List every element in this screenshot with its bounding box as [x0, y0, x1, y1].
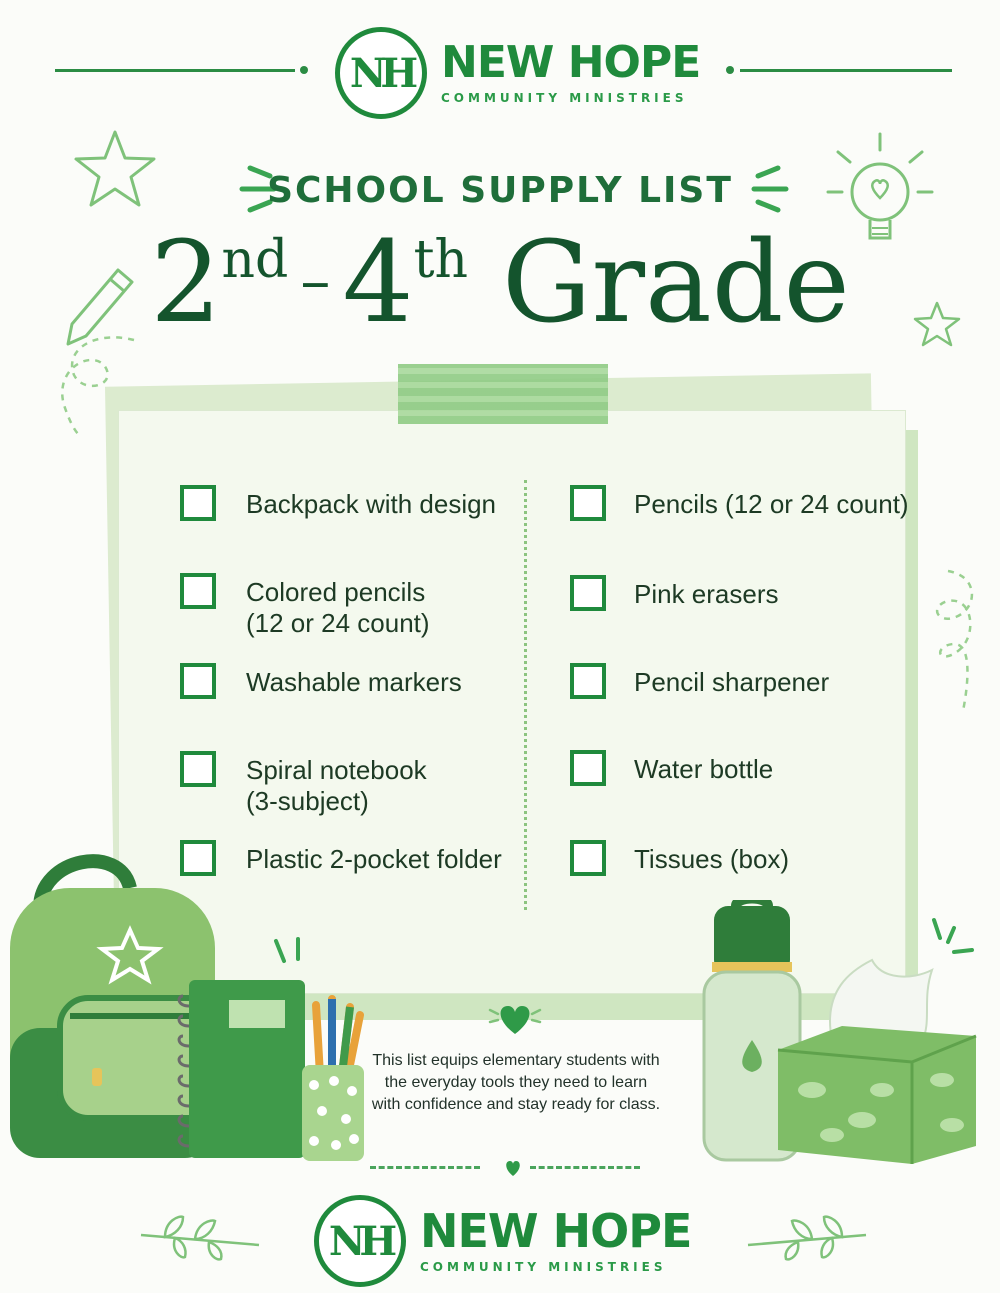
column-divider [524, 480, 527, 910]
sparkle-lines-right [924, 912, 984, 972]
grade-to-number: 4 [342, 218, 414, 348]
checklist-item-label: Pencils (12 or 24 count) [634, 489, 909, 519]
heart-icon [486, 998, 544, 1040]
checkbox[interactable] [180, 485, 216, 521]
checklist-item-label: Spiral notebook (3-subject) [246, 755, 427, 816]
logo-name: NEW HOPE [420, 1204, 692, 1258]
logo-name: NEW HOPE [441, 37, 701, 88]
leaf-sprig-icon [742, 1205, 872, 1265]
checklist-item[interactable] [570, 750, 773, 786]
checklist-item[interactable] [180, 751, 427, 817]
checklist-item[interactable] [570, 485, 909, 521]
sparkle-lines-left [268, 935, 322, 975]
checkbox[interactable] [180, 663, 216, 699]
tissue-box-illustration [772, 950, 982, 1168]
washi-tape [398, 364, 608, 424]
checklist-item[interactable] [180, 663, 462, 699]
grade-from-suffix: nd [221, 230, 289, 290]
logo-monogram: NH [349, 49, 413, 97]
small-heart-icon [502, 1158, 524, 1178]
checklist-item-label: Water bottle [634, 754, 774, 784]
checklist-item[interactable] [570, 840, 789, 876]
checkbox[interactable] [570, 663, 606, 699]
footer-logo [314, 1195, 691, 1287]
leaf-sprig-icon [135, 1205, 265, 1265]
checklist-item-label: Plastic 2-pocket folder [246, 844, 502, 874]
checklist-item[interactable] [570, 575, 779, 611]
logo-subtitle: COMMUNITY MINISTRIES [420, 1260, 667, 1274]
checklist-item-label: Pink erasers [634, 579, 779, 609]
header-rule-left [55, 69, 295, 72]
checklist-item-label: Colored pencils (12 or 24 count) [246, 577, 430, 638]
pencil-cup-illustration [296, 995, 371, 1165]
checklist-item[interactable] [180, 573, 430, 639]
checkbox[interactable] [570, 575, 606, 611]
notebook-illustration [175, 970, 310, 1170]
grade-from-number: 2 [150, 218, 222, 348]
checkbox[interactable] [570, 485, 606, 521]
checkbox[interactable] [570, 840, 606, 876]
grade-word: Grade [501, 218, 850, 348]
footer-dashed-line-right [530, 1166, 640, 1169]
footer-dashed-line-left [370, 1166, 480, 1169]
grade-title [0, 218, 1000, 348]
note-text: This list equips elementary students with the everyday tools they need to learn with confidence and stay ready for class. [371, 1052, 661, 1113]
checklist-item[interactable] [570, 663, 829, 699]
logo-subtitle: COMMUNITY MINISTRIES [441, 91, 688, 105]
logo-monogram: NH [328, 1217, 392, 1265]
loop-doodle-right [918, 566, 988, 716]
checklist-item-label: Pencil sharpener [634, 667, 830, 697]
checkbox[interactable] [570, 750, 606, 786]
checklist-item-label: Washable markers [246, 667, 462, 697]
logo-mark [335, 27, 427, 119]
grade-dash: – [300, 246, 331, 316]
header-logo [335, 27, 700, 119]
logo-mark [314, 1195, 406, 1287]
checklist-item-label: Backpack with design [246, 489, 497, 519]
header-rule-dot-left [300, 66, 308, 74]
logo-text [441, 37, 701, 105]
header-rule-dot-right [726, 66, 734, 74]
checklist-item[interactable] [180, 485, 496, 521]
checklist-item[interactable] [180, 840, 502, 876]
header-rule-right [740, 69, 952, 72]
grade-to-suffix: th [413, 230, 468, 290]
checklist-item-label: Tissues (box) [634, 844, 790, 874]
checkbox[interactable] [180, 573, 216, 609]
page-heading: SCHOOL SUPPLY LIST [267, 170, 733, 211]
logo-text [420, 1204, 692, 1274]
heading-spark-right [748, 162, 792, 216]
checkbox[interactable] [180, 751, 216, 787]
